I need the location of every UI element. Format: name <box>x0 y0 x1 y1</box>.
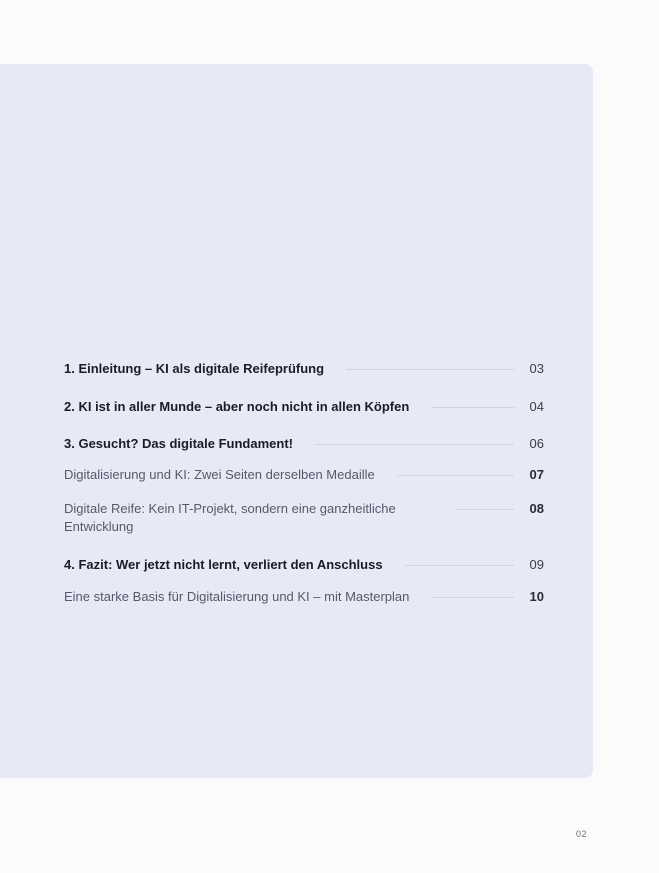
toc-entry-page: 10 <box>529 589 544 604</box>
toc-entry-title: 4. Fazit: Wer jetzt nicht lernt, verliert den Anschluss <box>64 557 383 572</box>
toc-entry-fazit[interactable] <box>64 556 544 574</box>
toc-entry-starke-basis[interactable] <box>64 588 544 606</box>
toc-entry-ki-in-aller-munde[interactable] <box>64 398 544 416</box>
page-number: 02 <box>575 829 587 839</box>
toc-entry-page: 09 <box>529 557 544 572</box>
toc-entry-title: Digitalisierung und KI: Zwei Seiten derselben Medaille <box>64 467 375 482</box>
toc-entry-title: Eine starke Basis für Digitalisierung und KI – mit Masterplan <box>64 589 410 604</box>
toc-entry-page: 08 <box>529 501 544 516</box>
toc-leader-line <box>346 369 514 370</box>
toc-entry-page: 04 <box>529 399 544 414</box>
toc-entry-page: 07 <box>529 467 544 482</box>
toc-leader-line <box>405 565 514 566</box>
toc-entry-page: 03 <box>529 361 544 376</box>
toc-entry-zwei-seiten[interactable] <box>64 466 544 484</box>
toc-entry-title: Digitale Reife: Kein IT-Projekt, sondern eine ganzheitliche Entwicklung <box>64 501 396 534</box>
toc-leader-line <box>456 509 514 510</box>
toc-entry-title: 2. KI ist in aller Munde – aber noch nicht in allen Köpfen <box>64 399 410 414</box>
toc-entry-title: 3. Gesucht? Das digitale Fundament! <box>64 436 293 451</box>
toc-leader-line <box>431 597 514 598</box>
toc-panel <box>0 64 593 778</box>
toc-entry-digitales-fundament[interactable] <box>64 435 544 453</box>
toc-entry-title: 1. Einleitung – KI als digitale Reifeprüfung <box>64 361 325 376</box>
toc-entry-page: 06 <box>529 436 544 451</box>
toc-entry-digitale-reife[interactable] <box>64 500 544 536</box>
toc-leader-line <box>431 407 514 408</box>
toc-leader-line <box>315 444 514 445</box>
toc-leader-line <box>397 475 514 476</box>
toc-entry-einleitung[interactable] <box>64 360 544 378</box>
